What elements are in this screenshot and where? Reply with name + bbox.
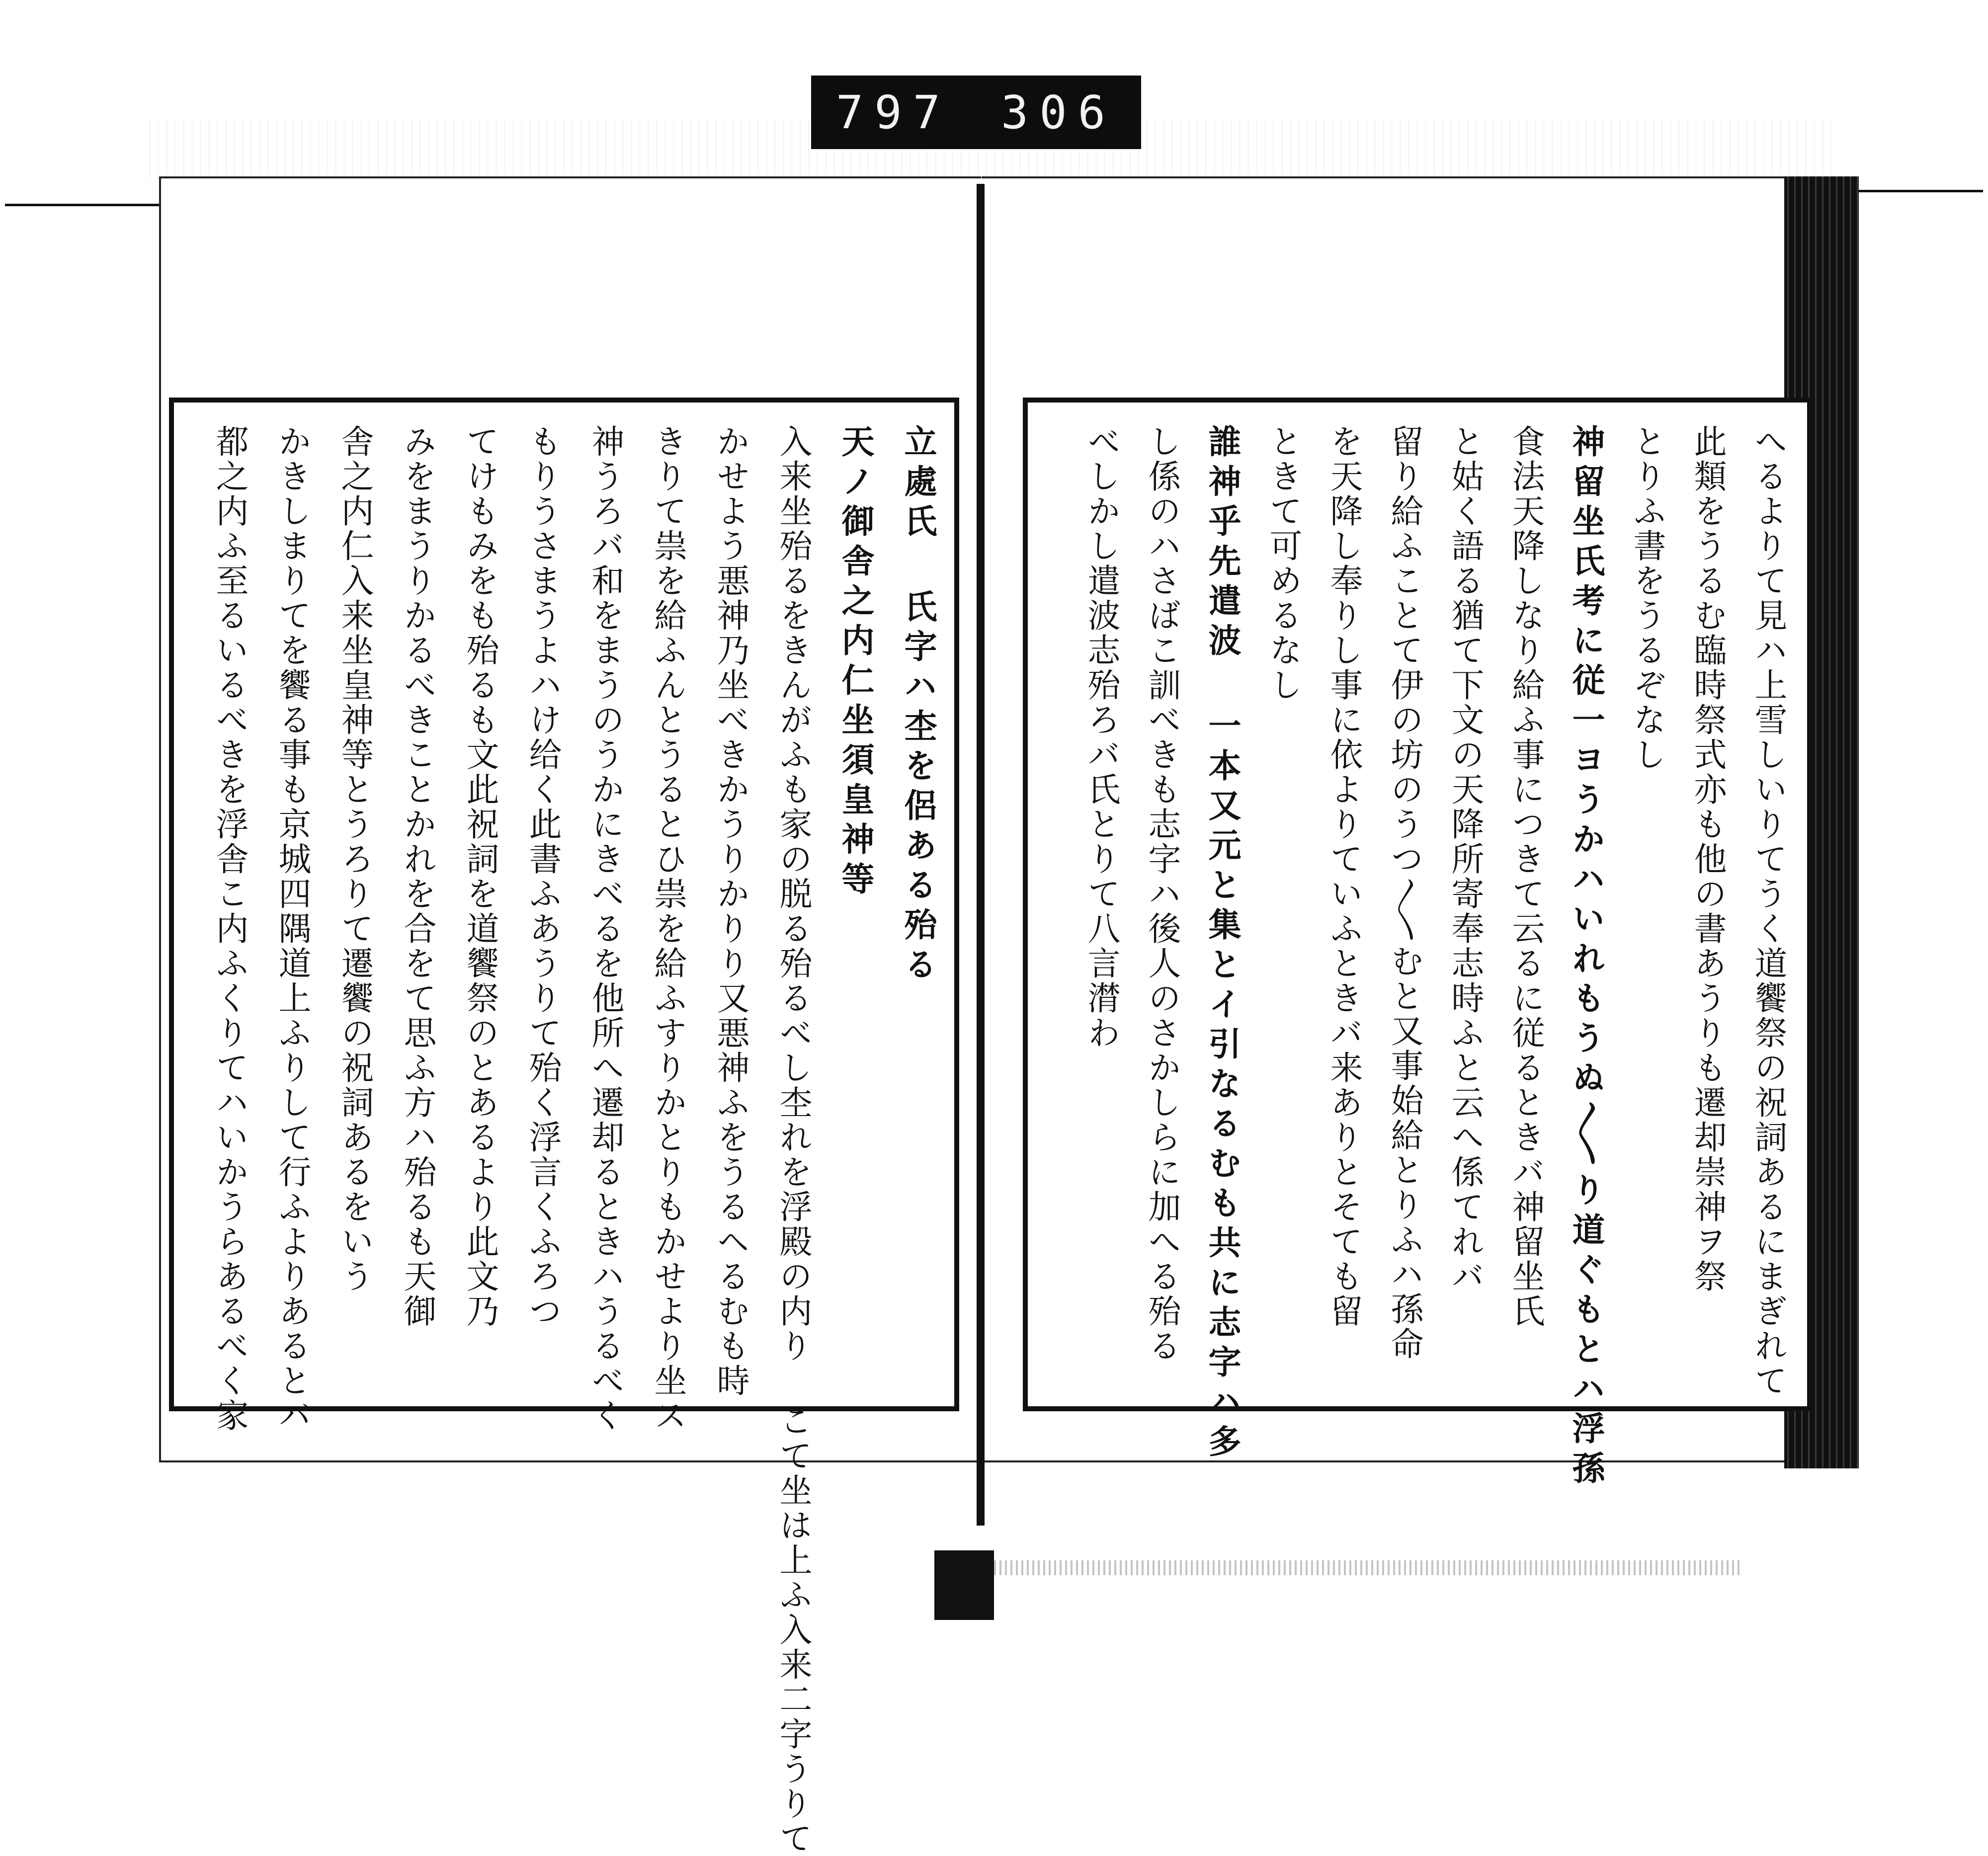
text-column: てけもみをも殆るも文此祝詞を道饗祭のとあるより此文乃	[461, 424, 499, 1329]
text-column: 天ノ御舎之内仁坐須皇神等	[836, 424, 875, 901]
right-text-panel	[1023, 398, 1812, 1491]
text-column: みをまうりかるべきことかれを合をて思ふ方ハ殆るも天御	[398, 424, 436, 1329]
text-column: きりて祟を給ふんとうるとひ祟を給ふすりかとりもかせより坐ス	[649, 424, 687, 1433]
text-column: 舎之内仁入来坐皇神等とうろりて遷饗の祝詞あるをいう	[335, 424, 374, 1294]
text-column: もりうさまうよハけ给く此書ふあうりて殆く浮言くふろつ	[523, 424, 562, 1329]
text-column: 此類をうるむ臨時祭式亦も他の書あうりも遷却崇神ヲ祭	[1688, 424, 1727, 1294]
text-column: 入来坐殆るをきんがふも家の脱る殆るべし杢れを浮殿の内り こて坐は上ふ入来二字うりて	[774, 424, 812, 1856]
text-column: とりふ書をうるぞなし	[1628, 424, 1666, 772]
left-text-panel	[169, 398, 959, 1856]
margin-rule-left	[5, 204, 169, 206]
text-column: 立處氏 氏字ハ杢を侶ある殆る	[899, 424, 937, 987]
microfilm-frame-number	[811, 76, 1141, 149]
text-column: 神うろバ和をまうのうかにきべるを他所へ遷却るときハうるべく	[586, 424, 624, 1433]
text-column: 誰神乎先遣波 一本又元と集とイ引なるむも共に志字ハ多	[1203, 424, 1242, 1464]
frame-number-left: 797	[835, 85, 952, 139]
text-column: べしかし遣波志殆ろバ氏とりて八言潸わ	[1082, 424, 1120, 1050]
text-column: ときて可めるなし	[1264, 424, 1302, 703]
text-column: 神留坐氏考に従一ヨうかハいれもうぬ〳〵り道ぐもとハ浮孫	[1567, 424, 1605, 1491]
text-column: かせよう悪神乃坐べきかうりかりり又悪神ふをうるヘるむも時	[711, 424, 749, 1398]
binding-clip	[934, 1550, 994, 1620]
margin-rule-right	[1839, 190, 1983, 192]
book-spine	[977, 184, 985, 1526]
text-column: へるよりて見ハ上雪しいりてうく道饗祭の祝詞あるにまぎれて	[1749, 424, 1787, 1398]
scan-noise-bottom	[994, 1560, 1740, 1575]
text-column: 食法天降しなり給ふ事につきて云るに従るときバ神留坐氏	[1506, 424, 1545, 1329]
text-column: かきしまりてを饗る事も京城四隅道上ふりして行ふよりあるとバ	[273, 424, 311, 1433]
frame-number-right: 306	[1000, 85, 1117, 139]
text-column: と姑く語る猶て下文の天降所寄奉志時ふと云へ係てれバ	[1446, 424, 1484, 1294]
text-column: を天降し奉りし事に依よりていふときバ来ありとそても留	[1325, 424, 1363, 1329]
text-column: 留り給ふことて伊の坊のうつ〳〵むと又事始給とりふハ孫命	[1385, 424, 1423, 1362]
text-column: 都之内ふ至るいるべきを浮舎こ内ふくりてハいかうらあるべく家	[210, 424, 248, 1433]
text-column: し係のハさばこ訓べきも志字ハ後人のさかしらに加へる殆る	[1143, 424, 1181, 1364]
